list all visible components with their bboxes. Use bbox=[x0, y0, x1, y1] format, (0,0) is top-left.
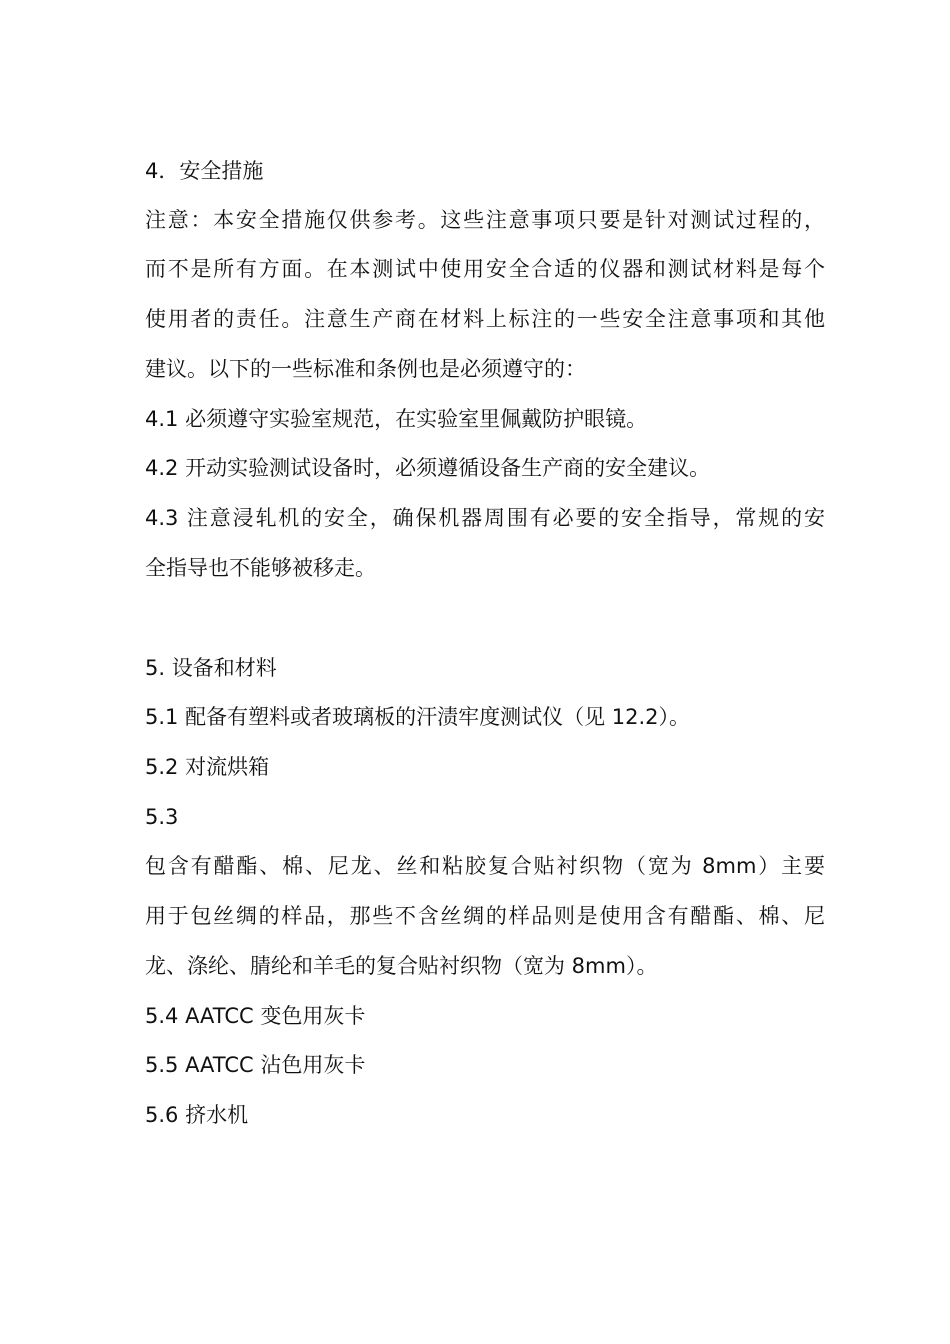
section-4-note-line-4: 建议。以下的一些标准和条例也是必须遵守的： bbox=[145, 357, 586, 381]
section-4-heading: 4．安全措施 bbox=[145, 159, 264, 183]
item-5-3-line-3: 龙、涤纶、腈纶和羊毛的复合贴衬织物（宽为 8mm）。 bbox=[145, 954, 658, 978]
item-4-2: 4.2 开动实验测试设备时，必须遵循设备生产商的安全建议。 bbox=[145, 456, 711, 480]
item-4-3-line-2: 全指导也不能够被移走。 bbox=[145, 556, 376, 580]
section-4-note-line-1: 注意：本安全措施仅供参考。这些注意事项只要是针对测试过程的， bbox=[145, 208, 825, 232]
item-5-3-number: 5.3 bbox=[145, 805, 179, 829]
item-5-1: 5.1 配备有塑料或者玻璃板的汗渍牢度测试仪（见 12.2）。 bbox=[145, 705, 691, 729]
item-4-1: 4.1 必须遵守实验室规范，在实验室里佩戴防护眼镜。 bbox=[145, 407, 648, 431]
section-4-note-line-2: 而不是所有方面。在本测试中使用安全合适的仪器和测试材料是每个 bbox=[145, 257, 825, 281]
item-5-3-line-1: 包含有醋酯、棉、尼龙、丝和粘胶复合贴衬织物（宽为 8mm）主要 bbox=[145, 854, 825, 878]
item-5-4: 5.4 AATCC 变色用灰卡 bbox=[145, 1004, 366, 1028]
section-5-heading: 5. 设备和材料 bbox=[145, 656, 277, 680]
item-5-5: 5.5 AATCC 沾色用灰卡 bbox=[145, 1053, 366, 1077]
item-5-2: 5.2 对流烘箱 bbox=[145, 755, 270, 779]
item-4-3-line-1: 4.3 注意浸轧机的安全，确保机器周围有必要的安全指导，常规的安 bbox=[145, 506, 825, 530]
item-5-6: 5.6 挤水机 bbox=[145, 1103, 249, 1127]
section-4-note-line-3: 使用者的责任。注意生产商在材料上标注的一些安全注意事项和其他 bbox=[145, 307, 825, 331]
item-5-3-line-2: 用于包丝绸的样品，那些不含丝绸的样品则是使用含有醋酯、棉、尼 bbox=[145, 904, 825, 928]
